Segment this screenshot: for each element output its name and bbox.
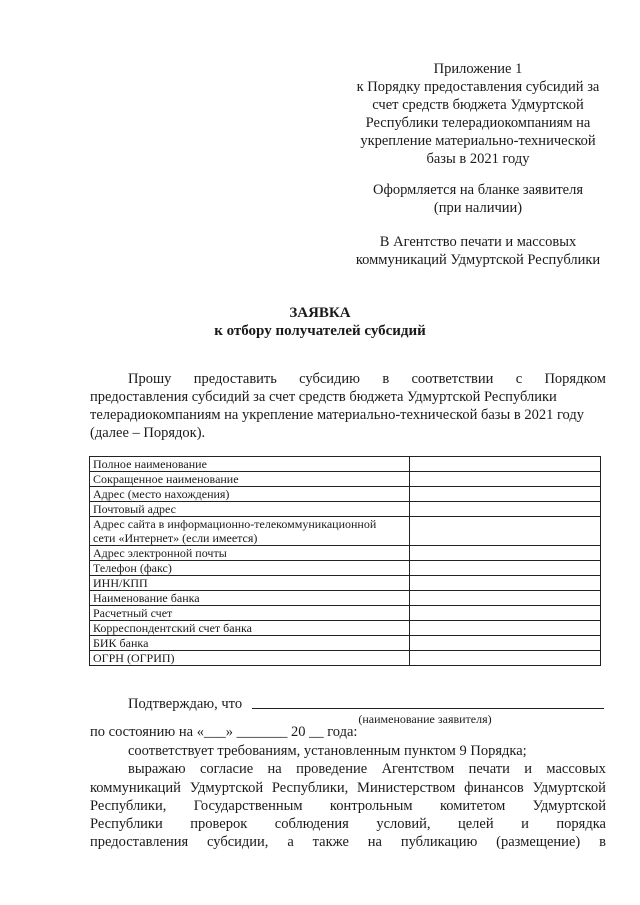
word: Министерством — [357, 779, 456, 796]
row-label: ИНН/КПП — [90, 576, 410, 591]
consent-paragraphs — [90, 742, 606, 852]
consent-line-4 — [90, 815, 606, 833]
row-label-line: сети «Интернет» (если имеется) — [93, 531, 258, 545]
row-label: Адрес (место нахождения) — [90, 487, 410, 502]
appendix-line: счет средств бюджета Удмуртской — [372, 97, 584, 113]
word: Республики — [90, 816, 163, 833]
word: субсидию — [299, 371, 361, 387]
word: и — [524, 761, 533, 778]
table-row — [90, 487, 601, 502]
row-label: Расчетный счет — [90, 606, 410, 621]
row-value-field[interactable] — [409, 651, 600, 666]
appendix-header — [340, 60, 616, 168]
row-label: Телефон (факс) — [90, 561, 410, 576]
table-row — [90, 606, 601, 621]
row-label: ОГРН (ОГРИП) — [90, 651, 410, 666]
document-subtitle: к отбору получателей субсидий — [214, 323, 426, 339]
table-row — [90, 517, 601, 546]
appendix-line: укрепление материально-технической — [360, 133, 596, 149]
intro-line-2: предоставления субсидий за счет средств бюджета Удмуртской Республики — [90, 389, 557, 405]
intro-paragraph — [90, 370, 606, 442]
word: Удмуртской — [532, 779, 606, 796]
word: в — [599, 834, 606, 851]
word: предоставить — [193, 371, 277, 387]
consent-line-5 — [90, 833, 606, 851]
row-value-field[interactable] — [409, 517, 600, 546]
row-label-line: Адрес сайта в информационно-телекоммуникационной — [93, 517, 377, 531]
word: финансов — [464, 779, 524, 796]
blank-note — [340, 181, 616, 217]
row-value-field[interactable] — [409, 472, 600, 487]
table-row — [90, 591, 601, 606]
intro-line-1 — [90, 370, 606, 388]
row-value-field[interactable] — [409, 576, 600, 591]
word: коммуникаций — [90, 779, 181, 796]
row-value-field[interactable] — [409, 621, 600, 636]
addressee — [330, 233, 626, 269]
word: Удмуртской — [532, 797, 606, 814]
row-value-field[interactable] — [409, 591, 600, 606]
word: порядка — [556, 816, 606, 833]
word: печати — [468, 761, 510, 778]
word: с — [515, 371, 523, 387]
table-row — [90, 576, 601, 591]
intro-line-3: телерадиокомпаниям на укрепление материально-технической базы в 2021 году — [90, 407, 585, 423]
row-value-field[interactable] — [409, 546, 600, 561]
word: на — [367, 834, 382, 851]
date-line: по состоянию на «___» _______ 20 __ года: — [90, 724, 358, 740]
row-label: Наименование банка — [90, 591, 410, 606]
word: (размещение) — [496, 834, 581, 851]
word: Республики, — [271, 779, 349, 796]
word: на — [267, 761, 282, 778]
row-value-field[interactable] — [409, 561, 600, 576]
word: Удмуртской — [189, 779, 264, 796]
word: выражаю — [128, 761, 186, 778]
row-value-field[interactable] — [409, 457, 600, 472]
word: проверок — [190, 816, 248, 833]
applicant-details-table — [89, 456, 601, 666]
word: Агентством — [381, 761, 455, 778]
document-title: ЗАЯВКА — [289, 305, 351, 321]
word: публикацию — [400, 834, 478, 851]
word: предоставления — [90, 834, 189, 851]
addressee-line: коммуникаций Удмуртской Республики — [355, 252, 601, 268]
blank-note-line: Оформляется на бланке заявителя — [372, 182, 584, 198]
word: Порядком — [544, 371, 606, 387]
row-value-field[interactable] — [409, 487, 600, 502]
table-row — [90, 546, 601, 561]
word: соблюдения — [274, 816, 349, 833]
table-row — [90, 621, 601, 636]
table-row — [90, 457, 601, 472]
word: также — [312, 834, 349, 851]
word: в — [382, 371, 390, 387]
confirmation-block — [90, 695, 606, 713]
word: массовых — [546, 761, 606, 778]
row-label: Почтовый адрес — [90, 502, 410, 517]
word: проведение — [296, 761, 368, 778]
word: а — [287, 834, 294, 851]
row-label: Адрес электронной почты — [90, 546, 410, 561]
applicant-name-hint: (наименование заявителя) — [358, 712, 492, 726]
row-label: Полное наименование — [90, 457, 410, 472]
word: комитетом — [439, 797, 506, 814]
word: целей — [457, 816, 494, 833]
table-row — [90, 636, 601, 651]
blank-note-line: (при наличии) — [433, 200, 523, 216]
word: Государственным — [193, 797, 303, 814]
table-row — [90, 561, 601, 576]
confirmation-lead-line — [90, 695, 606, 713]
row-label — [90, 517, 410, 546]
row-value-field[interactable] — [409, 606, 600, 621]
word: согласие — [199, 761, 254, 778]
appendix-line: базы в 2021 году — [426, 151, 530, 167]
consent-line-3 — [90, 797, 606, 815]
word: субсидии, — [207, 834, 269, 851]
appendix-line: к Порядку предоставления субсидий за — [356, 79, 600, 95]
table-row — [90, 651, 601, 666]
intro-line-4: (далее – Порядок). — [90, 425, 206, 441]
appendix-line: Республики телерадиокомпаниям на — [365, 115, 591, 131]
addressee-line: В Агентство печати и массовых — [379, 234, 577, 250]
requirements-line: соответствует требованиям, установленным пунктом 9 Порядка; — [128, 743, 527, 759]
word: соответствии — [411, 371, 494, 387]
row-label: Корреспондентский счет банка — [90, 621, 410, 636]
applicant-name-fill-line[interactable] — [252, 708, 604, 709]
table-row — [90, 472, 601, 487]
row-label: Сокращенное наименование — [90, 472, 410, 487]
row-value-field[interactable] — [409, 502, 600, 517]
appendix-line: Приложение 1 — [433, 61, 523, 77]
word: условий, — [376, 816, 431, 833]
confirmation-lead: Подтверждаю, что — [128, 696, 243, 712]
word: Республики, — [90, 797, 167, 814]
row-value-field[interactable] — [409, 636, 600, 651]
word: Прошу — [128, 371, 172, 387]
consent-line-2 — [90, 779, 606, 797]
row-label: БИК банка — [90, 636, 410, 651]
word: и — [521, 816, 529, 833]
table-row — [90, 502, 601, 517]
word: контрольным — [329, 797, 413, 814]
consent-line-1 — [90, 760, 606, 778]
